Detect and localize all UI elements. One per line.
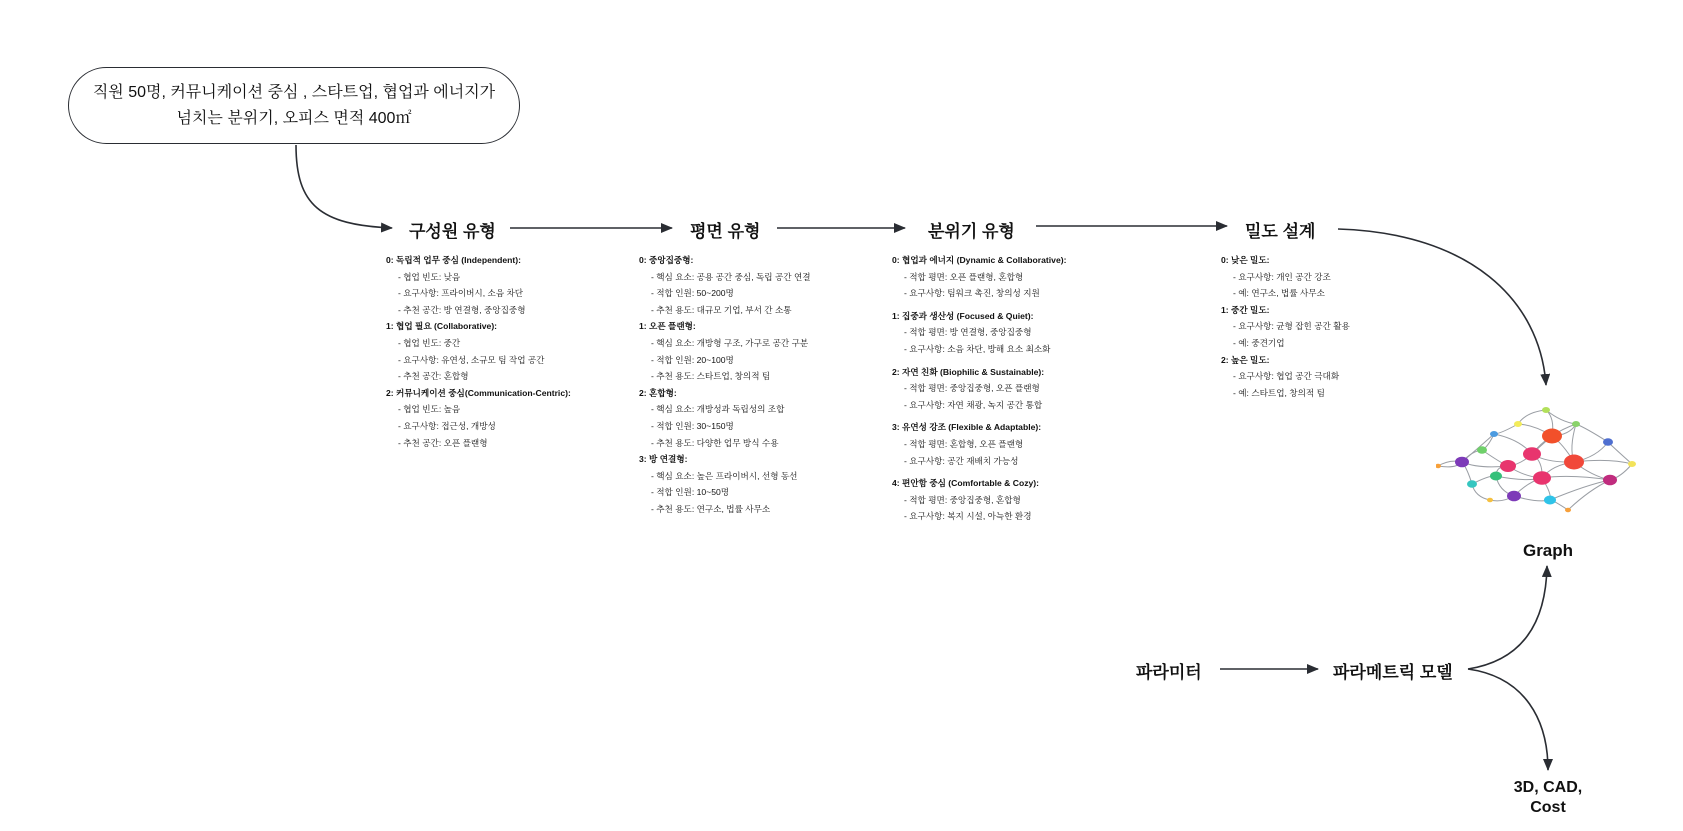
input-prompt-text: 직원 50명, 커뮤니케이션 중심 , 스타트업, 협업과 에너지가 넘치는 분위기, 오피스 면적 400㎡ — [92, 83, 496, 127]
group-heading: 2: 커뮤니케이션 중심(Communication-Centric): — [386, 387, 571, 398]
mood-type-column — [892, 252, 1066, 525]
arrow-prompt-to-members — [296, 145, 392, 228]
group-heading: 1: 중간 밀도: — [1221, 304, 1270, 315]
group-heading: 2: 높은 밀도: — [1221, 354, 1270, 365]
input-prompt — [68, 67, 520, 144]
group-item: - 요구사항: 유연성, 소규모 팀 작업 공간 — [398, 354, 545, 365]
graph-node — [1467, 480, 1477, 488]
group-item: - 요구사항: 공간 재배치 가능성 — [904, 455, 1019, 466]
group-item: - 핵심 요소: 개방형 구조, 가구로 공간 구분 — [651, 337, 809, 348]
graph-node — [1533, 471, 1551, 485]
graph-node — [1542, 407, 1550, 413]
group-item: - 추천 용도: 스타트업, 창의적 팀 — [651, 371, 771, 382]
group-item: - 핵심 요소: 높은 프라이버시, 선형 동선 — [651, 470, 798, 481]
density-column — [1221, 252, 1350, 401]
group-item: - 예: 스타트업, 창의적 팀 — [1233, 387, 1325, 398]
graph-node — [1572, 421, 1580, 427]
group-item: - 적합 평면: 방 연결형, 중앙집중형 — [904, 327, 1032, 338]
graph-node — [1507, 491, 1521, 502]
group-item: - 요구사항: 자연 채광, 녹지 공간 통합 — [904, 399, 1043, 410]
group-heading: 1: 오픈 플랜형: — [639, 321, 696, 332]
arrow-density-to-graph — [1338, 229, 1546, 385]
output-label: 3D, CAD, Cost — [1513, 779, 1583, 816]
group-item: - 예: 연구소, 법률 사무소 — [1233, 288, 1325, 299]
group-item: - 추천 용도: 연구소, 법률 사무소 — [651, 503, 771, 514]
graph-node — [1628, 461, 1636, 467]
group-item: - 요구사항: 소음 차단, 방해 요소 최소화 — [904, 343, 1051, 354]
graph-node — [1477, 446, 1487, 454]
group-item: - 요구사항: 복지 시설, 아늑한 환경 — [904, 511, 1032, 522]
group-item: - 추천 용도: 다양한 업무 방식 수용 — [651, 437, 779, 448]
group-heading: 3: 방 연결형: — [639, 454, 688, 465]
parametric-model-label: 파라메트릭 모델 — [1333, 663, 1453, 682]
group-heading: 2: 자연 친화 (Biophilic & Sustainable): — [892, 366, 1045, 377]
group-item: - 추천 공간: 오픈 플랜형 — [398, 437, 488, 448]
graph-node — [1565, 508, 1571, 513]
group-heading: 4: 편안함 중심 (Comfortable & Cozy): — [892, 478, 1040, 489]
group-item: - 협업 빈도: 높음 — [398, 404, 461, 415]
group-heading: 0: 독립적 업무 중심 (Independent): — [386, 255, 521, 265]
graph-edge — [1550, 480, 1610, 500]
group-item: - 요구사항: 균형 잡힌 공간 활용 — [1233, 321, 1350, 332]
group-heading: 0: 중앙집중형: — [639, 255, 694, 265]
group-heading: 0: 협업과 에너지 (Dynamic & Collaborative): — [892, 255, 1067, 265]
group-item: - 추천 용도: 대규모 기업, 부서 간 소통 — [651, 304, 792, 315]
graph-node — [1490, 472, 1502, 481]
group-heading: 3: 유연성 강조 (Flexible & Adaptable): — [892, 422, 1042, 433]
group-item: - 적합 평면: 중앙집중형, 오픈 플랜형 — [904, 383, 1040, 394]
group-item: - 추천 공간: 방 연결형, 중앙집중형 — [398, 304, 526, 315]
graph-node — [1564, 455, 1584, 470]
group-heading: 1: 집중과 생산성 (Focused & Quiet): — [892, 310, 1034, 321]
group-item: - 요구사항: 팀워크 촉진, 창의성 지원 — [904, 288, 1040, 299]
group-item: - 적합 평면: 혼합형, 오픈 플랜형 — [904, 438, 1024, 449]
graph-node — [1523, 447, 1541, 461]
group-heading: 0: 낮은 밀도: — [1221, 255, 1270, 265]
group-item: - 요구사항: 접근성, 개방성 — [398, 420, 496, 431]
graph-label: Graph — [1522, 541, 1574, 560]
plan-type-column — [639, 252, 811, 518]
graph-node — [1490, 431, 1498, 437]
graph-edge — [1576, 424, 1608, 442]
graph-node — [1514, 421, 1522, 427]
group-heading: 2: 혼합형: — [639, 387, 677, 398]
graph-edge — [1568, 480, 1610, 510]
group-item: - 적합 인원: 10~50명 — [651, 487, 730, 498]
graph-node — [1455, 457, 1469, 468]
stage-title-mood: 분위기 유형 — [928, 222, 1015, 241]
group-item: - 요구사항: 협업 공간 극대화 — [1233, 371, 1340, 382]
group-item: - 요구사항: 개인 공간 강조 — [1233, 271, 1331, 282]
parameter-label: 파라미터 — [1136, 663, 1202, 682]
graph-node — [1487, 498, 1493, 503]
group-item: - 예: 중견기업 — [1233, 337, 1285, 348]
graph-node — [1603, 438, 1613, 446]
group-item: - 요구사항: 프라이버시, 소음 차단 — [398, 288, 524, 299]
graph-node — [1603, 475, 1617, 486]
arrow-model-to-graph — [1468, 566, 1547, 669]
group-item: - 핵심 요소: 공용 공간 중심, 독립 공간 연결 — [651, 271, 811, 282]
group-item: - 적합 평면: 오픈 플랜형, 혼합형 — [904, 271, 1024, 282]
group-heading: 1: 협업 필요 (Collaborative): — [386, 321, 498, 332]
group-item: - 적합 평면: 중앙집중형, 혼합형 — [904, 494, 1021, 505]
member-type-column — [386, 252, 571, 451]
graph-illustration — [1436, 400, 1646, 520]
graph-edge — [1494, 424, 1518, 434]
arrow-model-to-output — [1468, 669, 1548, 770]
graph-node — [1542, 429, 1562, 444]
stage-title-plan: 평면 유형 — [690, 222, 761, 241]
group-item: - 핵심 요소: 개방성과 독립성의 조합 — [651, 404, 785, 415]
group-item: - 적합 인원: 30~150명 — [651, 420, 734, 431]
group-item: - 적합 인원: 20~100명 — [651, 354, 734, 365]
group-item: - 협업 빈도: 낮음 — [398, 271, 461, 282]
graph-node — [1544, 496, 1556, 505]
graph-edge — [1518, 410, 1546, 424]
stage-title-members: 구성원 유형 — [409, 222, 496, 241]
group-item: - 추천 공간: 혼합형 — [398, 371, 469, 382]
group-item: - 적합 인원: 50~200명 — [651, 288, 734, 299]
graph-node — [1500, 460, 1516, 472]
stage-title-density: 밀도 설계 — [1245, 222, 1316, 241]
group-item: - 협업 빈도: 중간 — [398, 337, 461, 348]
